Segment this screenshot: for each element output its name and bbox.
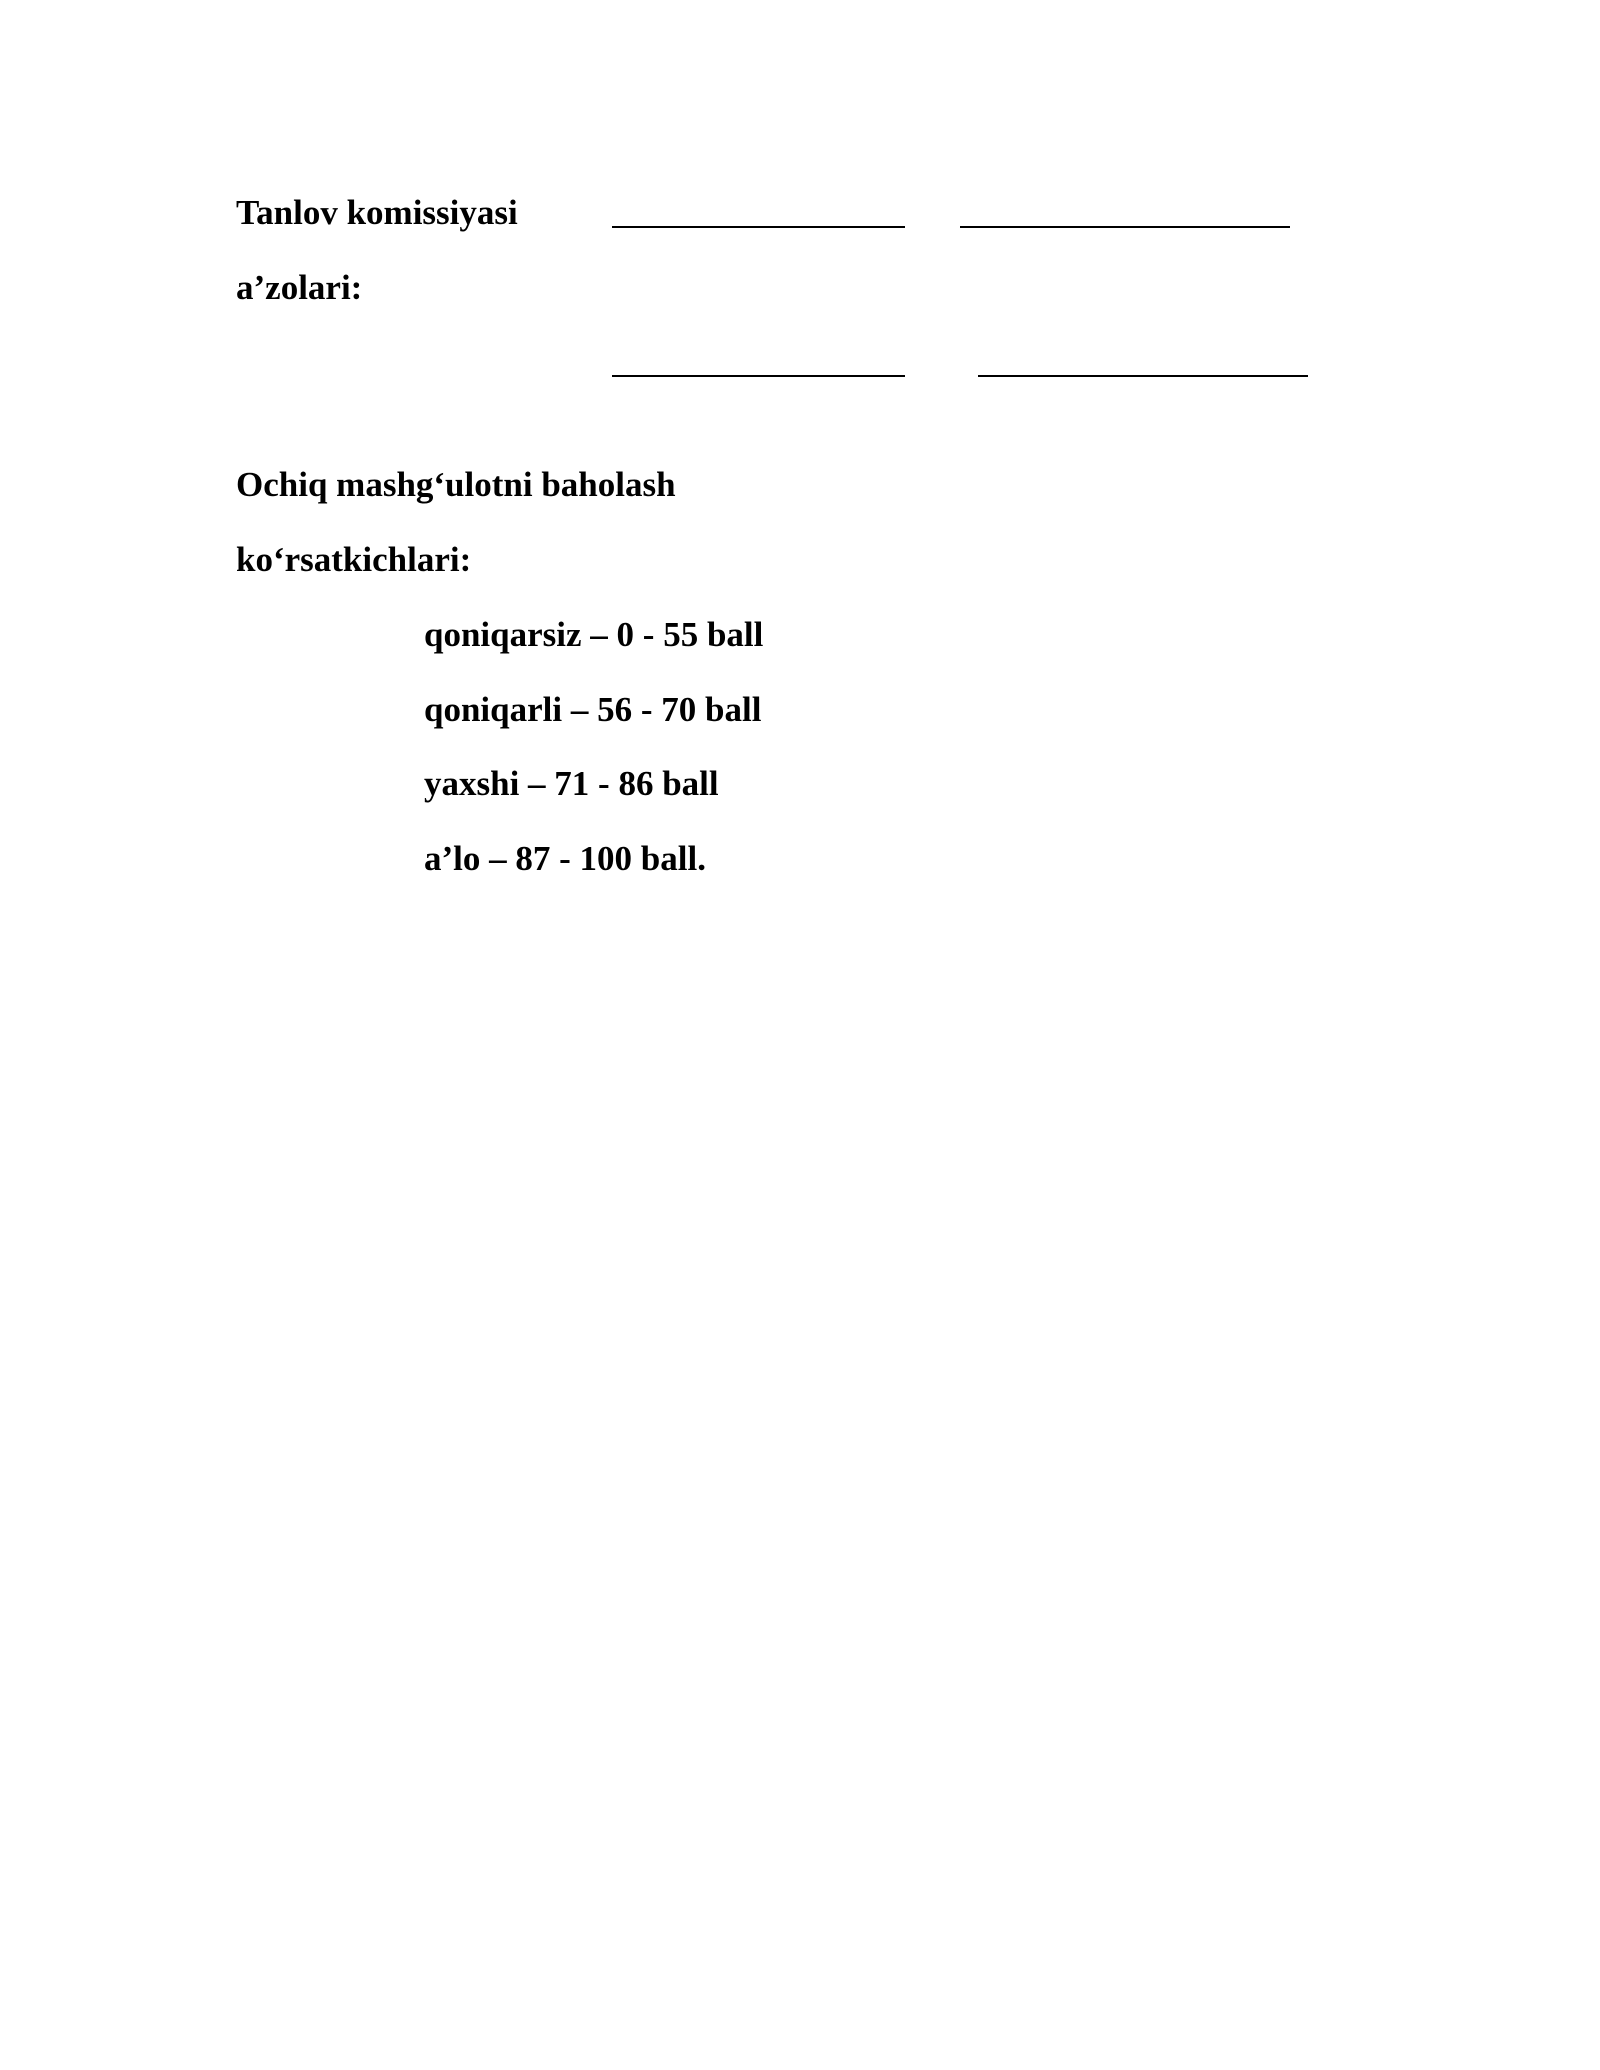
signature-line <box>978 375 1308 377</box>
assessment-heading: Ochiq mashg‘ulotni baholash <box>236 465 676 504</box>
grade-item: yaxshi – 71 - 86 ball <box>424 764 719 803</box>
signature-line <box>960 226 1290 228</box>
members-label: a’zolari: <box>236 268 363 307</box>
assessment-heading-cont: ko‘rsatkichlari: <box>236 540 472 579</box>
grade-item: qoniqarsiz – 0 - 55 ball <box>424 615 764 654</box>
signature-line <box>612 226 905 228</box>
commission-label: Tanlov komissiyasi <box>236 193 518 232</box>
grade-item: qoniqarli – 56 - 70 ball <box>424 690 762 729</box>
signature-line <box>612 375 905 377</box>
grade-item: a’lo – 87 - 100 ball. <box>424 839 706 878</box>
